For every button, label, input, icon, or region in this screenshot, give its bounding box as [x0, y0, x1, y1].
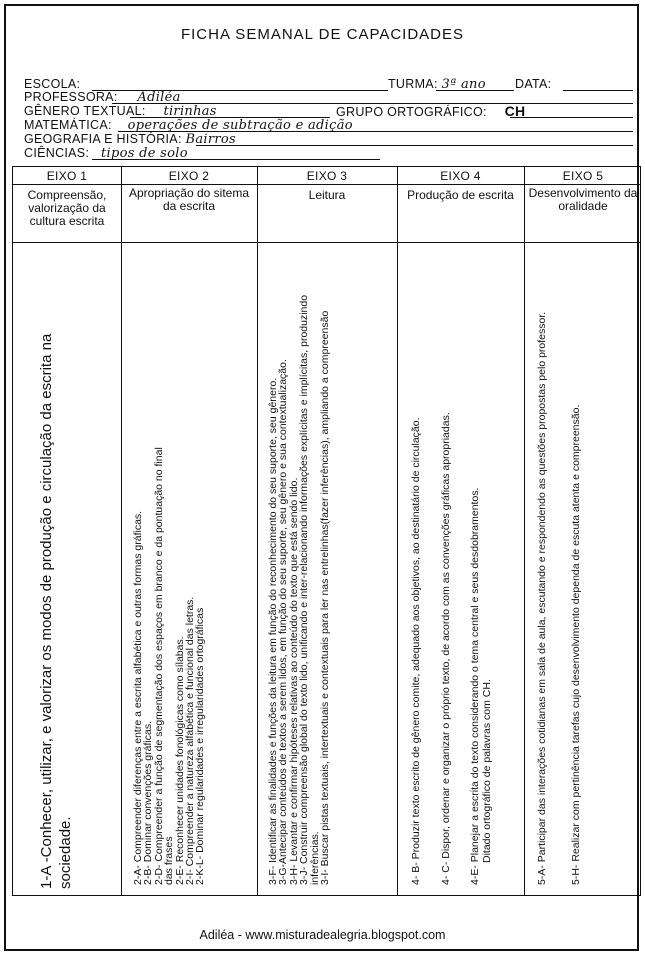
eixo-3-caption: Leitura	[308, 188, 346, 202]
footer-credit: Adiléa - www.misturadealegria.blogspot.com	[199, 928, 446, 942]
eixo-3-item: 3-H- Levantar e confirmar hipóteses relativas ao conteúdo do texto que está sendo lido.	[287, 477, 300, 885]
eixo-5-body	[537, 265, 582, 885]
row-divider-caption	[13, 242, 640, 243]
ciencias-label: CIÊNCIAS:	[24, 146, 90, 160]
escola-label: ESCOLA:	[24, 77, 81, 91]
eixo-4-item: 4- C- Dispor, ordenar e organizar o próprio texto, de acordo com as convenções gráficas apropriadas.	[439, 412, 452, 885]
col-divider-1	[121, 167, 122, 895]
ciencias-line	[92, 159, 380, 160]
eixo-4-item: 4-E- Planejar a escrita do texto considerando o tema central e seus desdobramentos.	[469, 487, 481, 885]
grupo-line	[510, 117, 633, 118]
grupo-field	[336, 105, 525, 119]
turma-label: TURMA:	[388, 77, 438, 91]
matematica-value: operações de subtração e adição	[127, 118, 353, 133]
eixo-2-item: 2-D- Compreender a função de segmentação dos espaços em branco e da pontuação no final das frases	[152, 447, 176, 885]
geohist-line	[196, 145, 633, 146]
eixo-1-caption: Compreensão, valorização da cultura escrita	[27, 188, 107, 228]
eixo-5-item: 5-A- Participar das interações cotidianas em sala de aula, escutando e respondendo as questões propostas pelo professor.	[536, 311, 548, 885]
turma-line	[436, 90, 514, 91]
eixo-4-caption: Produção de escrita	[407, 188, 514, 202]
eixo-4-item: Ditado ortográfico de palavras com CH.	[480, 679, 493, 863]
eixo-3-item: 3-I- Buscar pistas textuais, intertextuais e contextuais para ler nas entrelinhas(fazer inferências), ampliando a compreensão	[319, 310, 332, 885]
eixo-3-body	[268, 265, 330, 885]
col-divider-4	[524, 167, 525, 895]
grupo-value: CH	[504, 103, 526, 119]
eixo-2-label: EIXO 2	[168, 169, 210, 183]
page-title: FICHA SEMANAL DE CAPACIDADES	[180, 26, 465, 43]
geohist-label: GEOGRAFIA E HISTÓRIA:	[24, 132, 182, 146]
genero-label: GÊNERO TEXTUAL:	[24, 104, 146, 118]
data-label: DATA:	[515, 77, 552, 91]
eixo-2-body	[133, 445, 206, 885]
eixo-4-item: 4- B- Produzir texto escrito de gênero comite, adequado aos objetivos, ao destinatário de circulação.	[410, 417, 422, 885]
professora-value: Adiléa	[137, 90, 181, 105]
row-divider-header	[13, 184, 640, 185]
col-divider-3	[397, 167, 398, 895]
eixo-4-body	[411, 385, 493, 885]
grupo-label: GRUPO ORTOGRÁFICO:	[336, 105, 487, 119]
professora-label: PROFESSORA:	[24, 90, 118, 104]
eixo-2-item: 2-I- Compreender a natureza alfabética e funcional das letras.	[184, 596, 197, 885]
eixo-4-label: EIXO 4	[440, 169, 481, 183]
eixo-3-item: 3-J- Construir compreensão global do texto lido, unificando e inter-relacionando informações explícitas e implícitas, produzindo inferências.	[298, 294, 321, 885]
col-divider-2	[257, 167, 258, 895]
eixo-5-item: 5-H- Realizar com pertinência tarefas cujo desenvolvimento dependa de escuta atenta e compreensão.	[569, 404, 582, 885]
eixo-1-objective: 1-A -Conhecer, utilizar, e valorizar os modos de produção e circulação da escrita na sociedade.	[38, 333, 74, 889]
genero-value: tirinhas	[163, 104, 217, 119]
eixo-1-label: EIXO 1	[46, 169, 88, 183]
eixo-3-item: 3-F- Identificar as finalidades e funções da leitura em função do reconhecimento do seu suporte, seu gênero.	[267, 377, 279, 885]
geohist-value: Bairros	[185, 132, 236, 147]
eixo-2-item: 2-B- Dominar convenções gráficas.	[142, 721, 155, 885]
turma-value: 3ª ano	[441, 77, 486, 92]
ciencias-value: tipos de solo	[101, 146, 188, 161]
eixo-5-label: EIXO 5	[562, 169, 604, 183]
data-line	[563, 90, 633, 91]
eixo-1-body	[37, 261, 75, 889]
eixo-2-caption: Apropriação do sitema da escrita	[128, 186, 250, 213]
eixo-3-item: 3-G-Antecipar conteúdos de textos a serem lidos, em função do seu suporte, seu gênero e sua contextualização.	[277, 359, 290, 885]
eixo-2-item: 2-K-L- Dominar regularidades e irregularidades ortográficas	[194, 607, 207, 885]
data-field	[515, 78, 551, 91]
eixo-5-caption: Desenvolvimento da oralidade	[528, 186, 638, 213]
eixo-3-label: EIXO 3	[306, 169, 348, 183]
matematica-label: MATEMÁTICA:	[24, 118, 112, 132]
eixo-2-item: 2-A- Compreender diferenças entre a escrita alfabética e outras formas gráficas.	[132, 510, 144, 885]
capacities-table	[12, 166, 641, 896]
eixo-2-item: 2-E- Reconhecer unidades fonológicas como sílabas.	[173, 636, 186, 885]
